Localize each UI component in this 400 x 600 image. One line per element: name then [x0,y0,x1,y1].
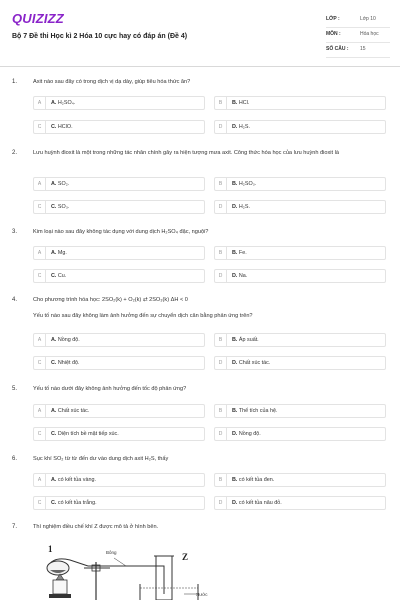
option-d[interactable] [214,120,386,134]
option-letter: B [215,474,227,486]
question-number: 5. [12,386,18,392]
question-number: 4. [12,297,18,303]
option-text: B. H₂SO₃. [232,181,257,187]
option-letter: D [215,270,227,282]
option-letter: A [34,247,46,259]
option-b[interactable] [214,333,386,347]
meta-value: 15 [360,46,366,52]
option-a[interactable] [33,404,205,418]
option-d[interactable] [214,427,386,441]
quizizz-logo: QUIZIZZ [12,11,64,26]
option-text: D. Chất xúc tác. [232,360,271,366]
header-divider [0,66,400,67]
label-cotton: Bông [106,550,117,555]
option-text: D. có kết tủa nâu đỏ. [232,500,282,506]
label-water: Nước [196,592,208,597]
label-gas-z: Z [182,552,189,562]
option-b[interactable] [214,246,386,260]
option-b[interactable] [214,177,386,191]
option-letter: D [215,121,227,133]
option-a[interactable] [33,96,205,110]
meta-row-class [326,13,390,28]
question-number: 3. [12,229,18,235]
question-text: Sục khí SO₂ từ từ đến dư vào dung dịch axit H₂S, thấy [33,456,169,462]
option-letter: A [34,334,46,346]
option-letter: D [215,428,227,440]
question-text: Thí nghiệm điều chế khí Z được mô tả ở hình bên. [33,524,159,530]
option-d[interactable] [214,269,386,283]
option-letter: A [34,474,46,486]
document-title: Bộ 7 Đề thi Học kì 2 Hóa 10 cực hay có đáp án (Đề 4) [12,33,188,40]
option-d[interactable] [214,200,386,214]
option-a[interactable] [33,333,205,347]
option-text: C. Nhiệt độ. [51,360,80,366]
meta-value: Hóa học [360,31,379,37]
option-text: B. Thể tích của hệ. [232,408,278,414]
option-b[interactable] [214,473,386,487]
meta-label: MÔN : [326,31,341,37]
option-letter: B [215,247,227,259]
option-letter: C [34,201,46,213]
meta-label: SỐ CÂU : [326,46,349,52]
option-letter: A [34,405,46,417]
option-a[interactable] [33,177,205,191]
option-letter: A [34,97,46,109]
option-text: B. có kết tủa đen. [232,477,275,483]
option-c[interactable] [33,120,205,134]
option-c[interactable] [33,200,205,214]
option-letter: C [34,270,46,282]
option-text: D. H₂S. [232,124,250,130]
option-letter: D [215,357,227,369]
question-number: 1. [12,79,18,85]
option-text: A. có kết tủa vàng. [51,477,96,483]
question-text: Lưu huỳnh đioxit là một trong những tác nhân chính gây ra hiện tượng mưa axit. Công thức hóa học của lưu huỳnh đioxit là [33,150,340,156]
question-text: Cho phương trình hóa học: 2SO₂(k) + O₂(k) ⇄ 2SO₃(k) ΔH < 0 [33,297,188,303]
option-letter: B [215,405,227,417]
question-number: 6. [12,456,18,462]
option-letter: D [215,201,227,213]
option-text: A. Chất xúc tác. [51,408,90,414]
option-letter: D [215,497,227,509]
document-header [0,0,400,68]
label-flask-number: 1 [48,544,53,554]
option-c[interactable] [33,427,205,441]
option-c[interactable] [33,269,205,283]
option-letter: B [215,334,227,346]
option-letter: B [215,178,227,190]
question-subtext: Yếu tố nào sau đây không làm ảnh hưởng đến sự chuyển dịch cân bằng phản ứng trên? [33,313,253,319]
option-letter: C [34,428,46,440]
option-text: C. Diện tích bề mặt tiếp xúc. [51,431,119,437]
question-text: Yếu tố nào dưới đây không ảnh hưởng đến tốc độ phản ứng? [33,386,187,392]
question-number: 2. [12,150,18,156]
option-text: A. Nồng độ. [51,337,80,343]
question-text: Kim loại nào sau đây không tác dụng với dung dịch H₂SO₄ đặc, nguội? [33,229,209,235]
option-b[interactable] [214,96,386,110]
meta-value: Lớp 10 [360,16,376,22]
option-b[interactable] [214,404,386,418]
option-a[interactable] [33,473,205,487]
option-text: B. Fe. [232,250,247,256]
option-c[interactable] [33,356,205,370]
option-text: C. HClO. [51,124,73,130]
option-text: D. Na. [232,273,248,279]
option-text: A. H₂SO₄. [51,100,76,106]
meta-row-subject [326,28,390,43]
meta-row-count [326,43,390,58]
option-text: D. Nồng độ. [232,431,261,437]
option-text: A. SO₂. [51,181,70,187]
option-text: B. Áp suất. [232,337,259,343]
meta-label: LỚP : [326,16,340,22]
option-letter: B [215,97,227,109]
option-d[interactable] [214,356,386,370]
apparatus-diagram [44,544,244,600]
option-c[interactable] [33,496,205,510]
question-text: Axit nào sau đây có trong dịch vị dạ dày, giúp tiêu hóa thức ăn? [33,79,191,85]
option-a[interactable] [33,246,205,260]
option-letter: C [34,357,46,369]
option-text: B. HCl. [232,100,250,106]
apparatus-drawing [44,544,244,600]
option-text: A. Mg. [51,250,67,256]
option-text: C. Cu. [51,273,67,279]
option-text: C. SO₃. [51,204,70,210]
meta-table [326,13,390,58]
option-letter: A [34,178,46,190]
option-text: D. H₂S. [232,204,250,210]
option-d[interactable] [214,496,386,510]
option-letter: C [34,497,46,509]
option-text: C. có kết tủa trắng. [51,500,97,506]
option-letter: C [34,121,46,133]
question-number: 7. [12,524,18,530]
